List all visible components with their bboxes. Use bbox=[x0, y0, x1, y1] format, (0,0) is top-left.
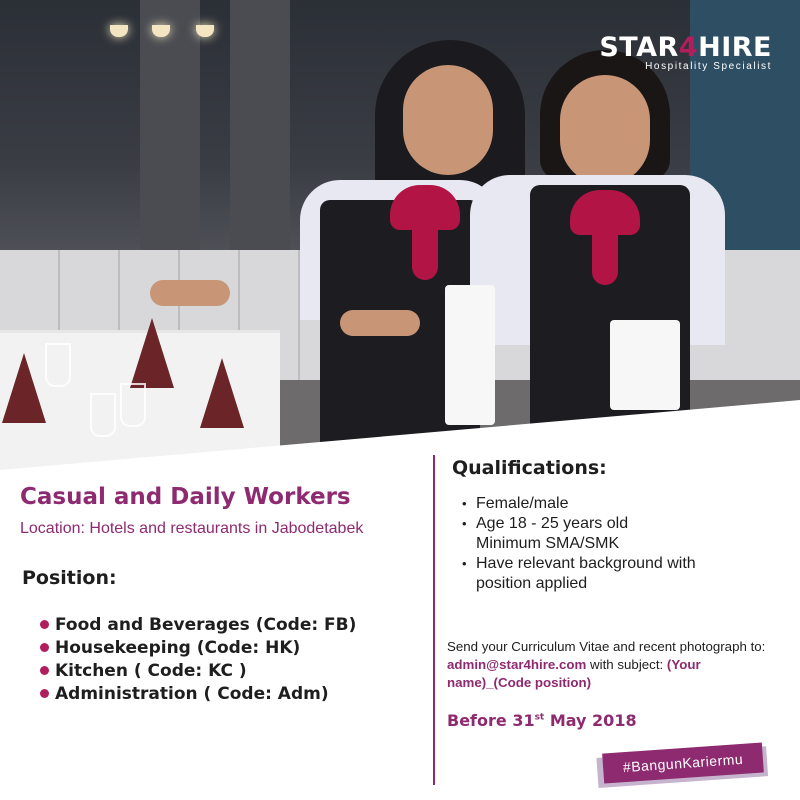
brand-name-part: HIRE bbox=[698, 32, 772, 63]
napkin bbox=[2, 353, 46, 423]
wine-glass bbox=[90, 393, 116, 437]
brand-name-part: 4 bbox=[678, 32, 699, 63]
serving-towel bbox=[445, 285, 495, 425]
position-label: Food and Beverages (Code: FB) bbox=[55, 615, 357, 635]
deadline-text: Before 31 bbox=[447, 711, 535, 730]
instructions-text: with subject: bbox=[586, 657, 667, 672]
qualification-label: position applied bbox=[476, 575, 588, 592]
qualifications-list bbox=[462, 494, 696, 594]
hand bbox=[340, 310, 420, 336]
bullet-icon: • bbox=[462, 496, 467, 511]
position-list bbox=[40, 614, 356, 706]
brand-tagline: Hospitality Specialist bbox=[645, 61, 772, 72]
deadline-text: May 2018 bbox=[544, 711, 637, 730]
job-title: Casual and Daily Workers bbox=[20, 484, 351, 510]
serving-towel bbox=[610, 320, 680, 410]
wine-glass bbox=[120, 383, 146, 427]
position-label: Housekeeping (Code: HK) bbox=[55, 638, 301, 658]
application-instructions bbox=[447, 638, 777, 692]
position-heading: Position: bbox=[22, 567, 117, 589]
qualification-label: Female/male bbox=[476, 495, 569, 512]
position-item bbox=[40, 683, 356, 706]
instructions-text: to: bbox=[750, 639, 766, 654]
qualification-item bbox=[462, 494, 696, 514]
bullet-icon bbox=[40, 620, 49, 629]
job-location: Location: Hotels and restaurants in Jabodetabek bbox=[20, 520, 364, 537]
brand-name bbox=[599, 32, 772, 63]
bullet-icon bbox=[40, 689, 49, 698]
bullet-icon: • bbox=[462, 516, 467, 531]
content-panel bbox=[0, 400, 800, 800]
instructions-text: Send your Curriculum Vitae and recent photograph bbox=[447, 639, 747, 654]
email-subject-format: (Your name)_(Code position) bbox=[447, 657, 701, 690]
qualification-item bbox=[462, 514, 696, 534]
bullet-icon bbox=[40, 643, 49, 652]
qualification-label: Have relevant background with bbox=[476, 555, 696, 572]
bullet-icon bbox=[40, 666, 49, 675]
position-item bbox=[40, 660, 356, 683]
wine-glass bbox=[45, 343, 71, 387]
deadline-ordinal: st bbox=[534, 712, 545, 723]
brand-logo bbox=[599, 32, 772, 72]
hashtag-label: #BangunKariermu bbox=[602, 742, 764, 783]
bullet-icon: • bbox=[462, 556, 467, 571]
position-label: Kitchen ( Code: KC ) bbox=[55, 661, 247, 681]
face bbox=[560, 75, 650, 185]
position-item bbox=[40, 614, 356, 637]
position-item bbox=[40, 637, 356, 660]
column-divider bbox=[433, 455, 435, 785]
neck-scarf bbox=[592, 215, 618, 285]
qualifications-heading: Qualifications: bbox=[452, 457, 607, 479]
qualification-item bbox=[462, 574, 696, 594]
qualification-item bbox=[462, 554, 696, 574]
hand bbox=[150, 280, 230, 306]
ceiling-lamp bbox=[110, 25, 128, 37]
qualification-label: Minimum SMA/SMK bbox=[476, 535, 620, 552]
qualification-item bbox=[462, 534, 696, 554]
application-deadline bbox=[447, 711, 637, 730]
qualification-label: Age 18 - 25 years old bbox=[476, 515, 629, 532]
contact-email-link[interactable]: admin@star4hire.com bbox=[447, 657, 587, 672]
brand-name-part: STAR bbox=[599, 32, 679, 63]
position-label: Administration ( Code: Adm) bbox=[55, 684, 329, 704]
